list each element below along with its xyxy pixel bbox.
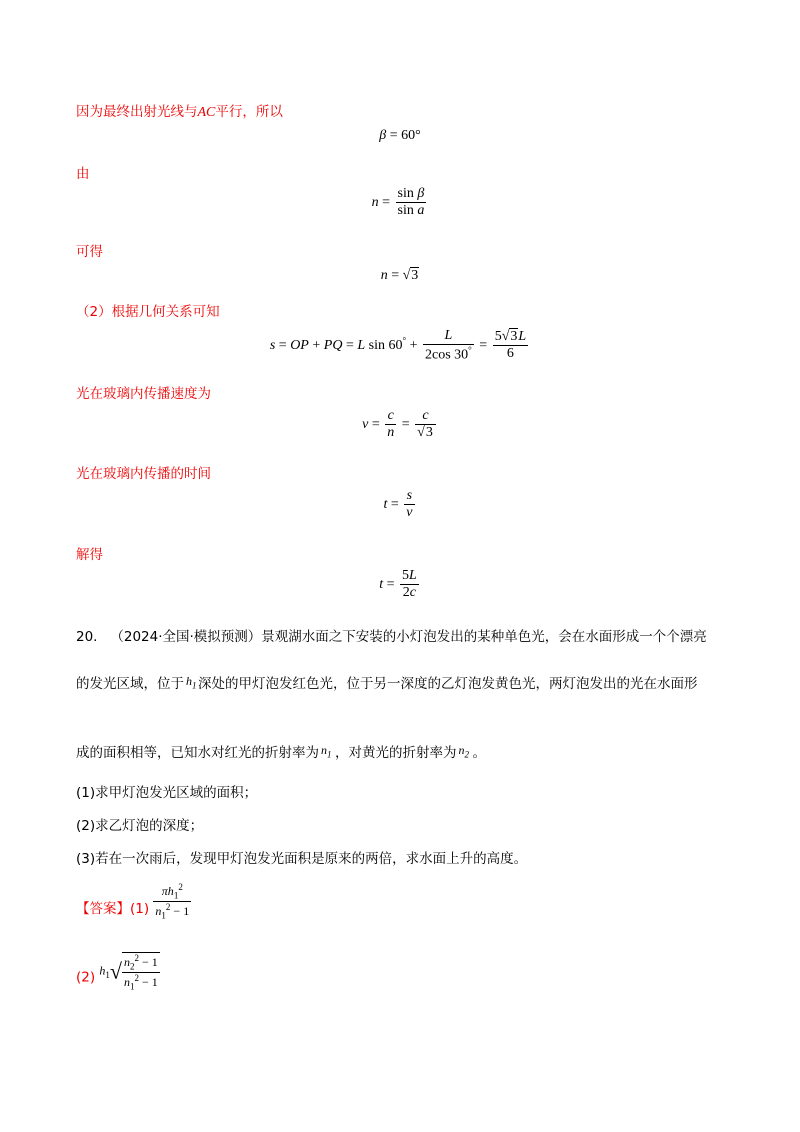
- formula-velocity: v = $\frac{c}{n}$ = $\frac{c}{√3}$: [0, 408, 800, 441]
- formula-time-result: t = $\frac{5L}{2c}$: [379, 568, 417, 601]
- formula-path-length: s = OP + PQ = L sin 60° + $\frac{L}{2\cos 30^\circ}$ = $\frac{5√3L}{6}$: [269, 328, 527, 363]
- formula-time: t = $\frac{s}{v}$: [383, 488, 413, 521]
- solution-text-7: 解得: [76, 547, 103, 563]
- question-20-line-2: 的发光区域，位于 $h_1$ 深处的甲灯泡发红色光，位于另一深度的乙灯泡发黄色光，两灯泡发出的光在水面形: [76, 674, 698, 692]
- solution-text-5: 光在玻璃内传播速度为: [76, 386, 211, 402]
- question-20-part-3: (3)若在一次雨后，发现甲灯泡发光面积是原来的两倍，求水面上升的高度。: [76, 851, 528, 867]
- answer-2: (2) $h_1√$ $\frac{n_2^2 - 1}{n_1^2 - 1}$: [76, 953, 158, 992]
- question-20-part-2: (2)求乙灯泡的深度；: [76, 818, 204, 834]
- solution-text-1: 因为最终出射光线与AC平行，所以: [76, 104, 283, 120]
- question-20-line-1: 20. （2024·全国·模拟预测）景观湖水面之下安装的小灯泡发出的某种单色光，会在水面形成一个个漂亮: [76, 629, 707, 645]
- solution-text-3: 可得: [76, 244, 103, 260]
- answer-1: 【答案】(1) $\frac{\pi h_1^2}{n_1^2 - 1}$: [76, 882, 190, 921]
- solution-text-2: 由: [76, 166, 90, 182]
- solution-text-4: （2）根据几何关系可知: [76, 304, 220, 320]
- question-20-line-3: 成的面积相等，已知水对红光的折射率为 $n_1$ ，对黄光的折射率为 $n_2$ 。: [76, 743, 486, 761]
- solution-text-6: 光在玻璃内传播的时间: [76, 466, 211, 482]
- formula-refractive-index: n = $\frac{\text{sin β}}{\text{sin a}}$: [371, 186, 425, 219]
- question-20-part-1: (1)求甲灯泡发光区域的面积；: [76, 785, 258, 801]
- formula-n-value: n = √3: [380, 268, 419, 283]
- formula-beta: β = 60°: [379, 128, 421, 143]
